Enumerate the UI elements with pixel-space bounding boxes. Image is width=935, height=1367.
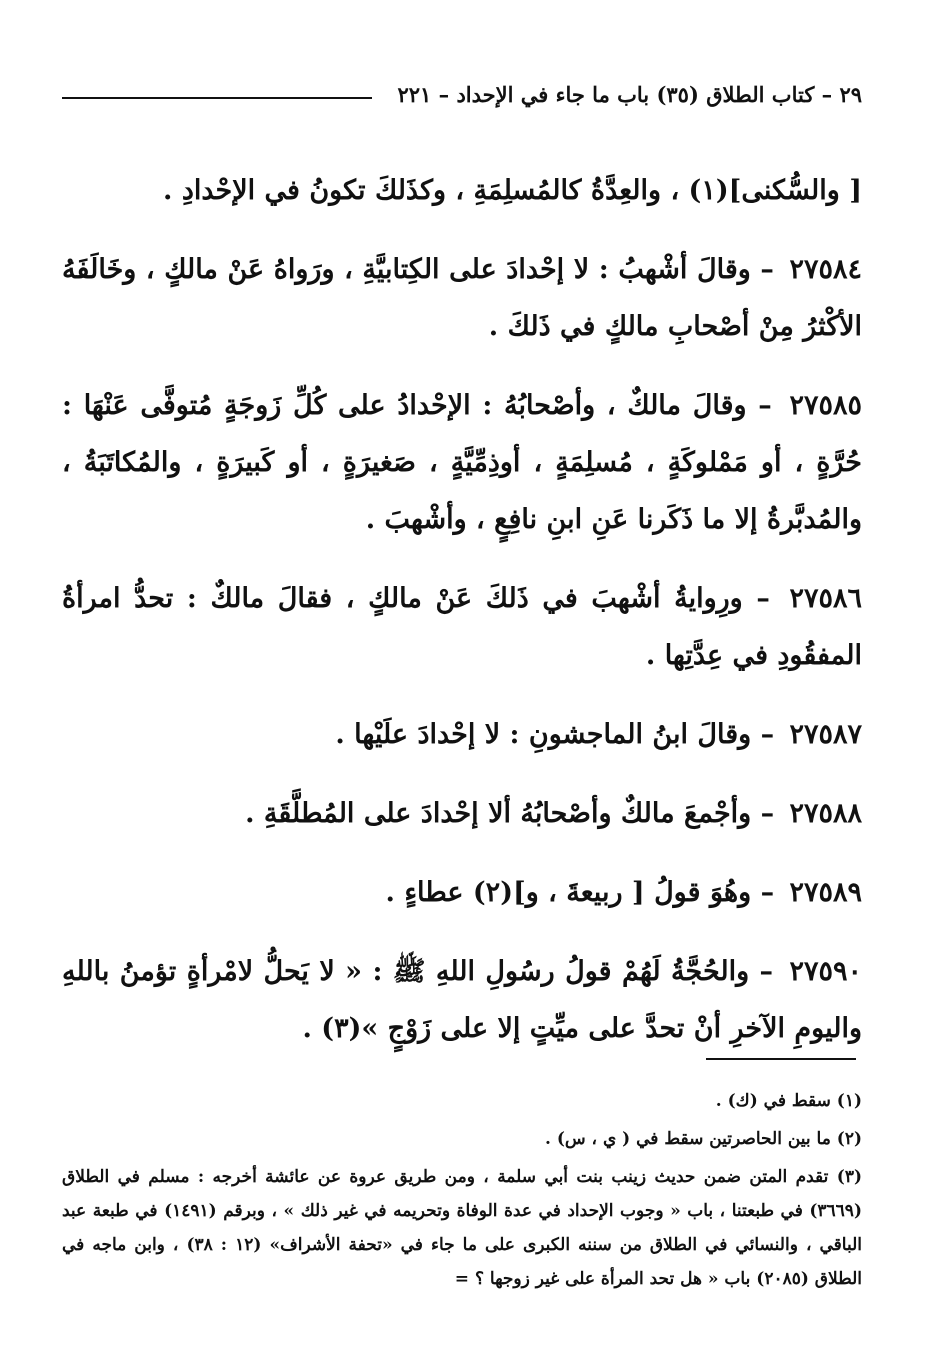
footnote-2: (٢) ما بين الحاصرتين سقط في ( ي ، س) .: [544, 1129, 862, 1149]
paragraph-27588: [62, 785, 862, 842]
footnote-separator: [706, 1058, 856, 1060]
paragraph-text: – والحُجَّةُ لَهُمْ قولُ رسُولِ اللهِ ﷺ : « لا يَحلُّ لامْرأةٍ تؤمنُ باللهِ واليومِ الآخرِ أنْ تحدَّ على ميِّتٍ إلا على زَوْجٍ »(٣) .: [62, 956, 862, 1044]
paragraph-27587: [62, 706, 862, 763]
header-title: ٢٩ – كتاب الطلاق (٣٥) باب ما جاء في الإحداد – ٢٢١: [397, 82, 862, 107]
footnote-1: (١) سقط في (ك) .: [715, 1091, 862, 1111]
paragraph-text: – وهُوَ قولُ [ ربيعةَ ، و](٢) عطاءٍ .: [385, 877, 775, 908]
main-text: [62, 162, 862, 1079]
paragraph-number: ٢٧٥٨٥: [789, 390, 862, 421]
paragraph-text: – وقالَ ابنُ الماجشونِ : لا إحْدادَ علَيْها .: [335, 719, 775, 750]
paragraph-number: ٢٧٥٨٩: [789, 877, 862, 908]
paragraph-text: – وقالَ مالكٌ ، وأصْحابُهُ : الإحْدادُ على كُلِّ زَوجَةٍ مُتوفَّى عَنْهَا : حُرَّةٍ ، أو مَمْلوكَةٍ ، مُسلِمَةٍ ، أوذِمِّيَّةٍ ، صَغيرَةٍ ، أو كَبيرَةٍ ، والمُكاتَبَةُ ، والمُدبَّرةُ إلا ما ذَكَرنا عَنِ ابنِ نافِعٍ ، وأشْهبَ .: [62, 390, 862, 535]
paragraph-text: – وقالَ أشْهبُ : لا إحْدادَ على الكِتابيَّةِ ، ورَواهُ عَنْ مالكٍ ، وخَالَفَهُ الأكْثرُ مِنْ أصْحابِ مالكٍ في ذَلكَ .: [62, 254, 862, 342]
paragraph-27589: [62, 864, 862, 921]
paragraph-27585: [62, 377, 862, 548]
paragraph-number: ٢٧٥٨٨: [789, 798, 862, 829]
paragraph-text: – وأجْمعَ مالكٌ وأصْحابُهُ ألا إحْدادَ على المُطلَّقَةِ .: [245, 798, 775, 829]
running-header: [62, 80, 862, 112]
paragraph-27584: [62, 241, 862, 355]
paragraph-text: – ورِوايةُ أشْهبَ في ذَلكَ عَنْ مالكٍ ، فقالَ مالكٌ : تحدُّ امرأةُ المفقُودِ في عِدَّتِها .: [62, 583, 862, 671]
paragraph-27590: [62, 943, 862, 1057]
continuation-paragraph: [ والسُّكنى](١) ، والعِدَّةُ كالمُسلِمَةِ ، وكذَلكَ تكونُ في الإحْدادِ .: [163, 175, 862, 206]
paragraph-number: ٢٧٥٨٦: [789, 583, 863, 614]
paragraph-number: ٢٧٥٨٤: [789, 254, 862, 285]
paragraph-number: ٢٧٥٩٠: [789, 956, 862, 987]
paragraph-number: ٢٧٥٨٧: [789, 719, 862, 750]
paragraph-27586: [62, 570, 862, 684]
footnotes: [62, 1084, 862, 1300]
header-rule: [62, 97, 372, 99]
footnote-3: (٣) تقدم المتن ضمن حديث زينب بنت أبي سلمة ، ومن طريق عروة عن عائشة أخرجه : مسلم في الطلاق (٣٦٦٩) في طبعتنا ، باب « وجوب الإحداد في عدة الوفاة وتحريمه في غير ذلك » ، وبرقم (١٤٩١) في طبعة عبد الباقي ، والنسائي في الطلاق من سننه الكبرى على ما جاء في «تحفة الأشراف» (١٢ : ٣٨) ، وابن ماجه في الطلاق (٢٠٨٥) باب « هل تحد المرأة على غير زوجها ؟ =: [62, 1167, 862, 1289]
